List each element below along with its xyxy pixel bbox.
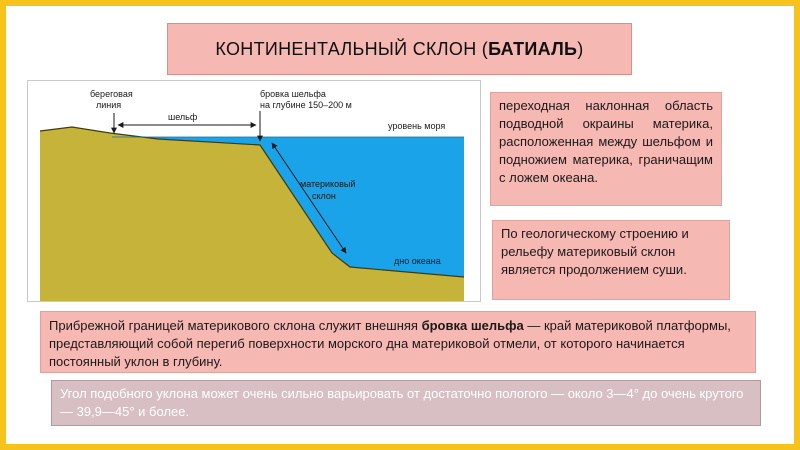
- label-sea-level: уровень моря: [388, 121, 446, 131]
- continental-slope-diagram: [27, 80, 481, 302]
- diagram-svg: [28, 81, 480, 301]
- edge-text-bold: бровка шельфа: [421, 318, 524, 333]
- label-slope-2: склон: [312, 191, 336, 201]
- label-shoreline-1: береговая: [90, 89, 133, 99]
- geology-box: [492, 220, 730, 300]
- angle-box: [51, 380, 761, 426]
- label-shelf-edge-2: на глубине 150–200 м: [260, 100, 352, 110]
- definition-text: переходная наклонная область подводной окраины материка, расположенная между шельфом и подножием материка, граничащим с ложем океана.: [499, 98, 713, 185]
- shelf-edge-box: [40, 311, 756, 373]
- title-prefix: КОНТИНЕНТАЛЬНЫЙ СКЛОН (: [215, 38, 489, 59]
- slide-title: [167, 23, 632, 75]
- definition-box: [490, 92, 722, 206]
- edge-text-part2: — край материковой платформы, представляющий собой перегиб поверхности морского дна материковой отмели, от которого начинается постоянный уклон в глубину.: [49, 318, 731, 369]
- label-slope-1: материковый: [300, 179, 356, 189]
- label-ocean-floor: дно океана: [394, 256, 441, 266]
- label-shelf-edge-1: бровка шельфа: [260, 89, 326, 99]
- title-suffix: ): [577, 38, 584, 59]
- edge-text-part1: Прибрежной границей материкового склона служит внешняя: [49, 318, 422, 333]
- geology-text: По геологическому строению и рельефу материковый склон является продолжением суши.: [501, 226, 689, 277]
- title-bold: БАТИАЛЬ: [488, 38, 578, 59]
- label-shelf: шельф: [168, 112, 198, 122]
- label-shoreline-2: линия: [96, 100, 122, 110]
- angle-text: Угол подобного уклона может очень сильно варьировать от достаточно пологого — около 3—4° до очень крутого — 39,9—45° и более.: [60, 386, 744, 419]
